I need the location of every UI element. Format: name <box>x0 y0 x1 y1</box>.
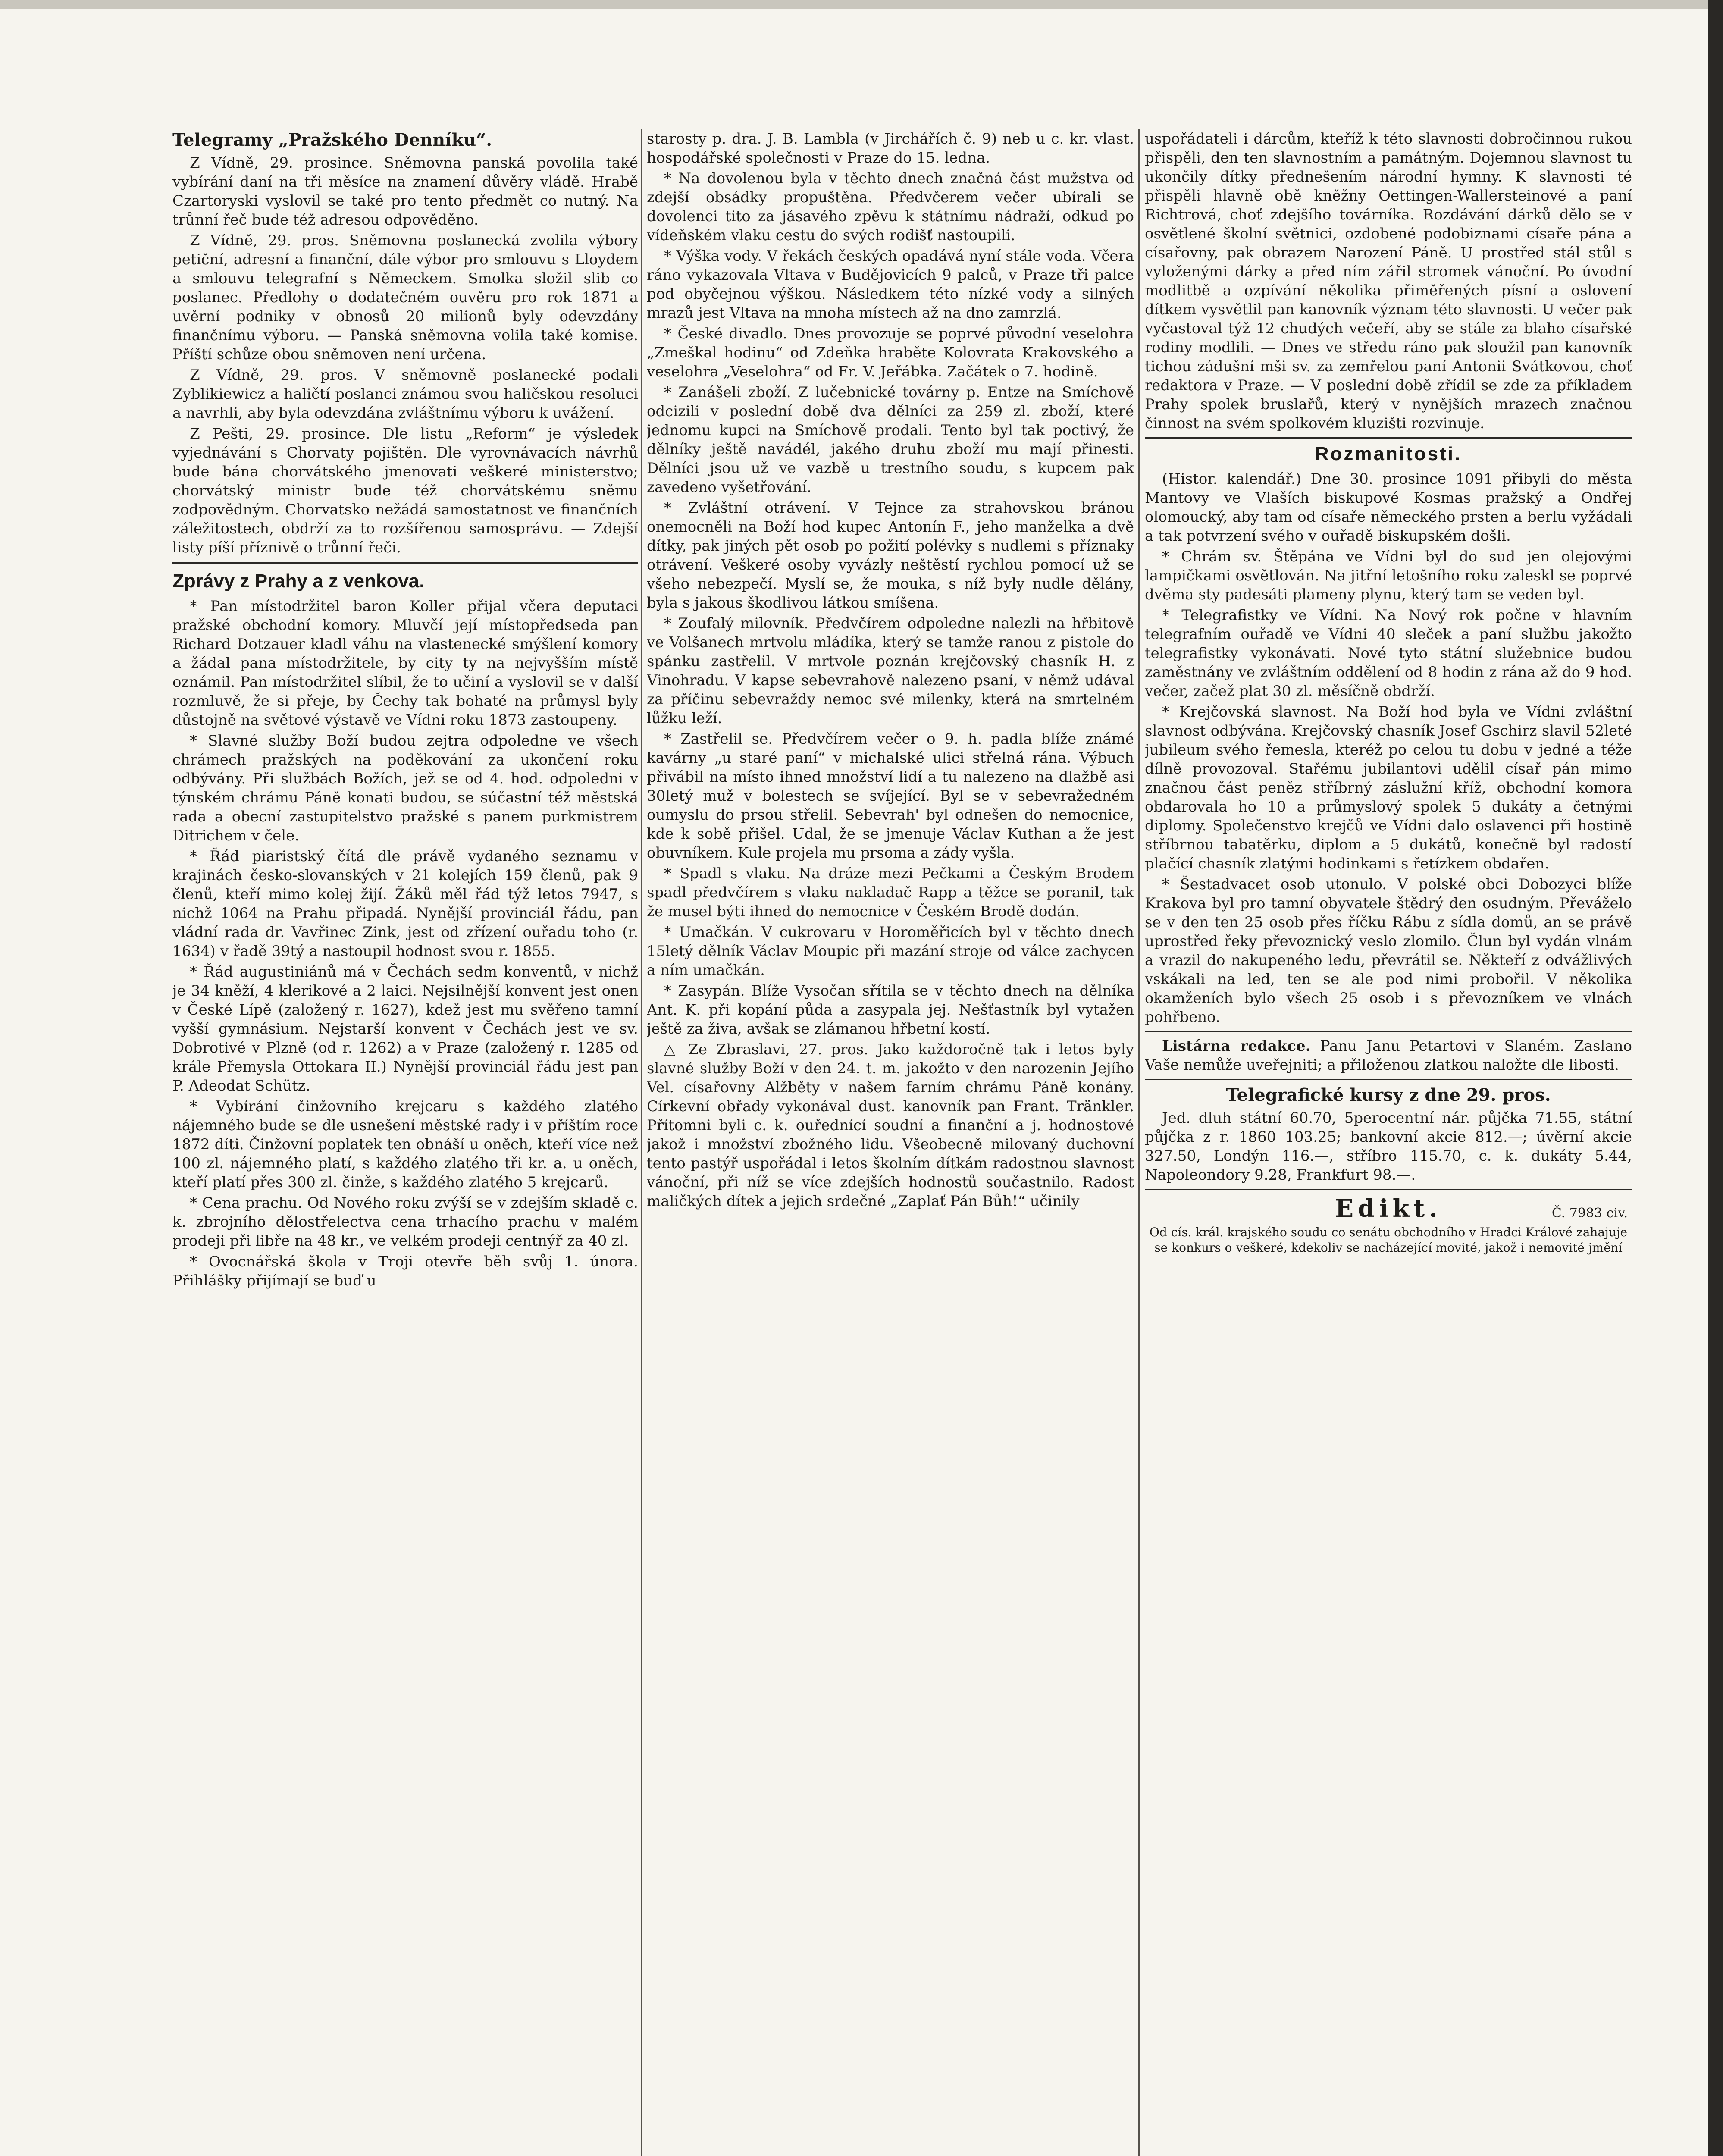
telegram-paragraph: Z Vídně, 29. pros. Sněmovna poslanecká zvolila výbory petiční, adresní a finanční, dále výbor pro smlouvu s Lloydem a smlouvu telegrafní s Německem. Smolka složil slib co poslanec. Předlohy o dodatečném ouvěru pro rok 1871 a uvěrní podniky v obnosů 20 milionů byly odevzdány finančnímu výboru. — Panská sněmovna volila také komise. Příští schůze obou sněmoven není určena. <box>172 232 638 363</box>
misc-paragraph: * Krejčovská slavnost. Na Boží hod byla ve Vídni zvláštní slavnost odbývána. Krejčovský chasník Josef Gschirz slavil 52leté jubileum svého řemesla, kteréž po celou tu dobu v jedné a téže dílně provozoval. Stařému jubilantovi udělil císař pán mimo značnou část peněz stříbrný záslužní kříž, obchodní komora obdarovala ho 10 a průmyslový spolek 5 dukáty a četnými diplomy. Společenstvo krejčů ve Vídni dalo oslavenci při hostině stříbrnou tabatěrku, diplom a 5 dukátů, konečně byl radostí plačící chasník zlatými hodinkami s řetízkem obdařen. <box>1145 703 1632 872</box>
news-paragraph: * Řád augustiniánů má v Čechách sedm konventů, v nichž je 34 kněží, 4 klerikové a 2 laici. Nejsilnější konvent jest onen v České Lípě (založený r. 1627), kdež jest mu svěřeno tamní vyšší gymnásium. Nejstarší konvent v Čechách jest ve sv. Dobrotivé v Plzně (od r. 1262) a v Praze (založený r. 1285 od krále Přemysla Ottokara II.) Nynější provinciál řádu jest pan P. Adeodat Schütz. <box>172 963 638 1094</box>
news-paragraph: * Ovocnářská škola v Troji otevře běh svůj 1. února. Přihlášky přijímají se buď u <box>172 1253 638 1289</box>
telegrams-heading: Telegramy „Pražského Denníku“. <box>172 130 492 150</box>
news-paragraph: * Cena prachu. Od Nového roku zvýší se v zdejším skladě c. k. zbrojního dělostřelectva cena trhacího prachu v malém prodeji při libře na 48 kr., ve velkém prodeji centnýř za 40 zl. <box>172 1194 638 1250</box>
news-paragraph: * České divadlo. Dnes provozuje se poprvé původní veselohra „Zmeškal hodinu“ od Zdeňka hraběte Kolovrata Krakovského a veselohra „Veselohra“ od Fr. V. Jeřábka. Začátek o 7. hodině. <box>647 325 1134 380</box>
news-paragraph: * Zasypán. Blíže Vysočan sřítila se v těchto dnech na dělníka Ant. K. při kopání půda a zasypala jej. Nešťastník byl vytažen ještě za živa, avšak se zlámanou hřbetní kostí. <box>647 982 1134 1037</box>
misc-paragraph: * Telegrafistky ve Vídni. Na Nový rok počne v hlavním telegrafním ouřadě ve Vídni 40 sleček a paní službu jakožto telegrafistky vykonávati. Nové tyto státní služebnice budou zaměstnány ve zvláštním oddělení od 8 hodin z rána až do 9 hod. večer, začež plat 30 zl. měsíčně obdrží. <box>1145 607 1632 700</box>
news-paragraph: starosty p. dra. J. B. Lambla (v Jirchářích č. 9) neb u c. kr. vlast. hospodářské společnosti v Praze do 15. ledna. <box>647 130 1134 166</box>
section-divider <box>1145 437 1632 439</box>
scan-border-top <box>0 0 1723 9</box>
section-divider <box>1145 1079 1632 1080</box>
column-rule <box>641 129 642 2156</box>
news-heading: Zprávy z Prahy a z venkova. <box>172 570 425 592</box>
news-paragraph: * Na dovolenou byla v těchto dnech značná část mužstva od zdejší obsádky propuštěna. Předvčerem večer ubírali se dovolenci tito za jásavého zpěvu k státnímu nádraží, odkud po vídeňském vlaku cestu do svých rodišť nastoupili. <box>647 170 1134 244</box>
telegram-paragraph: Z Pešti, 29. prosince. Dle listu „Reform“ je výsledek vyjednávání s Chorvaty pojištěn. Dle vyrovnávacích návrhů bude bána chorvátského jmenovati veškeré ministerstvo; chorvátský ministr bude též chorvátskému sněmu zodpovědným. Chorvatsko nežádá samostatnost ve finančních záležitostech, obdrží za to rozšířenou samosprávu. — Zdejší listy píší příznivě o trůnní řeči. <box>172 425 638 556</box>
column-3 <box>1145 129 1632 2156</box>
edikt-text: Od cís. král. krajského soudu co senátu obchodního v Hradci Králové zahajuje se konkurs o veškeré, kdekoliv se nacházející movité, jakož i nemovité jmění <box>1149 1225 1628 1255</box>
news-paragraph: * Výška vody. V řekách českých opadává nyní stále voda. Včera ráno vykazovala Vltava v Budějovicích 9 palců, v Praze tři palce pod obyčejnou výškou. Následkem této nízké vody a silných mrazů jest Vltava na mnoha místech až na dno zamrzlá. <box>647 248 1134 322</box>
misc-paragraph: * Šestadvacet osob utonulo. V polské obci Dobozyci blíže Krakova byl pro tamní obyvatele štědrý den osudným. Převáželo se v den ten 25 osob přes říčku Rábu z sídla domů, an se právě uprostřed řeky převoznický veslo zlomilo. Člun byl vydán vlnám a vrazil do nakupeného ledu, převrátil se. Někteří z odvážlivých vskákali na led, ten se ale pod nimi probořil. V několika okamženích bylo všech 25 osob i s převozníkem ve vlnách pohřbeno. <box>1145 876 1632 1026</box>
scan-border-right <box>1708 0 1723 2156</box>
telegram-paragraph: Z Vídně, 29. prosince. Sněmovna panská povolila také vybírání daní na tři měsíce na znamení důvěry vládě. Hrabě Czartoryski vyslovil se také pro tento předmět co nutný. Na trůnní řeč bude též adresou odpověděno. <box>172 154 638 229</box>
section-divider <box>172 562 638 564</box>
news-paragraph: * Zastřelil se. Předvčírem večer o 9. h. padla blíže známé kavárny „u staré paní“ v michalské ulici střelná rána. Výbuch přivábil na místo ihned množství lidí a tu nalezeno na dlažbě asi 30letý muž v bolestech se svíjející. Byl se v sebevražedném oumyslu do prsou střelil. Sebevrah' byl odnešen do nemocnice, kde k sobě přišel. Udal, že se jmenuje Václav Kuthan a že jest obuvníkem. Kule projela mu prsoma a zády vyšla. <box>647 730 1134 862</box>
column-2 <box>647 129 1134 2156</box>
news-paragraph: * Slavné služby Boží budou zejtra odpoledne ve všech chrámech pražských na poděkování za ukončení roku odbývány. Při službách Božích, jež se od 4. hod. odpoledni v týnském chrámu Páně konati budou, se súčastní též městská rada a obecní zastupitelstvo pražské s panem purkmistrem Ditrichem v čele. <box>172 732 638 844</box>
news-paragraph: uspořádateli i dárcům, kteříž k této slavnosti dobročinnou rukou přispěli, den ten slavnostním a památným. Dojemnou slavnost tu ukončily dítky přednešením národní hymny. K slavnosti té přispěli hlavně obě kněžny Oettingen-Wallersteinové a paní Richtrová, choť zdejšího továrníka. Rozdávání dárků dělo se v osvětlené školní světnici, ozdobené podobiznami císaře pána a císařovny, pak obrazem Narození Páně. U prostřed stál stůl s vyloženými dárky a před ním zářil stromek vánoční. Po úvodní modlitbě a ozpívání několika přiměřených písní a oslovení dítkem vysvětlil pan kanovník význam této slavnosti. U večer pak vyčastoval týž 12 chudých večeří, aby se stále za blaho císařské rodiny modlili. — Dnes ve středu ráno pak sloužil pan kanovník tichou zádušní mši sv. za zemřelou paní Antonii Svátkovou, choť redaktora v Praze. — V poslední době zřídil se zde za příkladem Prahy spolek bruslařů, který v nynějších mrazech značnou činnost na svém spolkovém kluzišti rozvinuje. <box>1145 130 1632 432</box>
news-paragraph: * Pan místodržitel baron Koller přijal včera deputaci pražské obchodní komory. Mluvčí její místopředseda pan Richard Dotzauer kladl váhu na vlastenecké smýšlení komory a žádal pana místodržitele, by city ty na nejvyšším místě oznámil. Pan místodržitel slíbil, že to učiní a vyslovil se v další rozmluvě, že si přeje, by Čechy tak bohaté na průmysl byly důstojně na světové výstavě ve Vídni roku 1873 zastoupeny. <box>172 598 638 729</box>
news-paragraph: △ Ze Zbraslavi, 27. pros. Jako každoročně tak i letos byly slavné služby Boží v den 24. t. m. jakožto v den narozenin Jejího Vel. císařovny Alžběty v našem farním chrámu Páně konány. Církevní obřady vykonával dust. kanovník pan Frant. Tränkler. Přítomni byli c. k. ouřednící soudní a finanční a j. hodnostové jakož i množství zbožného lidu. Všeobecně milovaný duchovní tento pastýř uspořádal i letos školním dítkám radostnou slavnost vánoční, při níž se více zdejších hodnostů součastnilo. Radost maličkých dítek a jejich srdečné „Zaplať Pán Bůh!“ učinily <box>647 1041 1134 1210</box>
news-paragraph: * Spadl s vlaku. Na dráze mezi Pečkami a Českým Brodem spadl předvčírem s vlaku nakladač Rapp a těžce se poranil, tak že musel býti ihned do nemocnice v Českém Brodě dodán. <box>647 865 1134 920</box>
news-paragraph: * Řád piaristský čítá dle právě vydaného seznamu v krajinách česko-slovanských v 21 kolejích 159 členů, pak 9 členů, kteří mimo kolej žijí. Žáků měl řád týž letos 7947, s nichž 1064 na Prahu připadá. Nynější provinciál řádu, pan vládní rada dr. Vavřinec Zink, jest od zřízení ouřadu toho (r. 1634) v řadě 39tý a nastoupil hodnost svou r. 1855. <box>172 848 638 960</box>
news-paragraph: * Zanášeli zboží. Z lučebnické továrny p. Entze na Smíchově odcizili v poslední době dva dělníci za 259 zl. zboží, které jednomu kupci na Smíchově prodali. Tento byl tak poctivý, že dělníky ještě navádél, jakého druhu zboží mu mají přinesti. Dělníci jsou už ve vazbě u trestního soudu, s kupcem pak zavedeno vyšetřování. <box>647 384 1134 496</box>
listarna-heading: Listárna redakce. <box>1162 1037 1311 1055</box>
misc-paragraph: * Chrám sv. Štěpána ve Vídni byl do sud jen olejovými lampičkami osvětlován. Na jitřní letošního roku zaleskl se poprvé dvěma sty padesáti plameny plynu, který tam se veden byl. <box>1145 548 1632 603</box>
listarna <box>1145 1037 1632 1075</box>
edikt-number: Č. 7983 civ. <box>1551 1206 1628 1221</box>
misc-paragraph: (Histor. kalendář.) Dne 30. prosince 1091 přibyli do města Mantovy ve Vlaších biskupové Kosmas pražský a Ondřej olomoucký, aby tam od císaře německého prsten a berlu vyžádali a tak potvrzení svého v ouřadě biskupském došli. <box>1145 470 1632 545</box>
kursy-text: Jed. dluh státní 60.70, 5perocentní nár. půjčka 71.55, státní půjčka z r. 1860 103.25; bankovní akcie 812.—; úvěrní akcie 327.50, Londýn 116.—, stříbro 115.70, c. k. dukáty 5.44, Napoleondory 9.28, Frankfurt 98.—. <box>1145 1109 1632 1184</box>
edikt-title: Edikt. <box>1335 1194 1442 1223</box>
news-paragraph: * Zoufalý milovník. Předvčírem odpoledne nalezli na hřbitově ve Volšanech mrtvolu mládíka, který se tamže ranou z pistole do spánku zastřelil. V mrtvole poznán krejčovský chasník H. z Vinohradu. V kapse sebevrahově nalezeno psaní, v němž udával za příčinu sebevraždy nemoc své milenky, která na smrtelném lůžku leží. <box>647 615 1134 727</box>
telegram-paragraph: Z Vídně, 29. pros. V sněmovně poslanecké podali Zyblikiewicz a haličtí poslanci známou svou haličskou resoluci a navrhli, aby byla odevzdána zvláštnímu výboru k uvážení. <box>172 367 638 422</box>
column-rule <box>1138 129 1140 2156</box>
news-paragraph: * Vybírání činžovního krejcaru s každého zlatého nájemného bude se dle usnešení městské rady i v příštím roce 1872 díti. Činžovní poplatek ten obnáší u oněch, kteří více než 100 zl. nájemného platí, s každého zlatého tři kr. a. u oněch, kteří platí přes 300 zl. činže, s každého zlatého 5 krejcarů. <box>172 1098 638 1191</box>
listarna-text: Panu Janu Petartovi v Slaném. Zaslano Vaše nemůže uveřejniti; a přiloženou zlatkou naložte dle libosti. <box>1145 1037 1632 1074</box>
section-divider <box>1145 1031 1632 1032</box>
kursy-heading: Telegrafické kursy z dne 29. pros. <box>1226 1085 1551 1105</box>
misc-heading: Rozmanitosti. <box>1315 443 1462 464</box>
section-divider <box>1145 1189 1632 1190</box>
news-paragraph: * Umačkán. V cukrovaru v Horoměřicích byl v těchto dnech 15letý dělník Václav Moupic při mazání stroje od válce zachycen a ním umačkán. <box>647 924 1134 979</box>
column-1 <box>172 129 638 2156</box>
news-paragraph: * Zvláštní otrávení. V Tejnce za strahovskou bránou onemocněli na Boží hod kupec Antonín F., jeho manželka a dvě dítky, pak jiných pět osob po požití polévky s nudlemi s příznaky otrávení. Veškeré osoby vyvázly neštěstí rychlou pomocí už se všeho nebezpečí. Myslí se, že mouka, s níž byly nudle dělány, byla s jakous škodlivou látkou smíšena. <box>647 499 1134 611</box>
